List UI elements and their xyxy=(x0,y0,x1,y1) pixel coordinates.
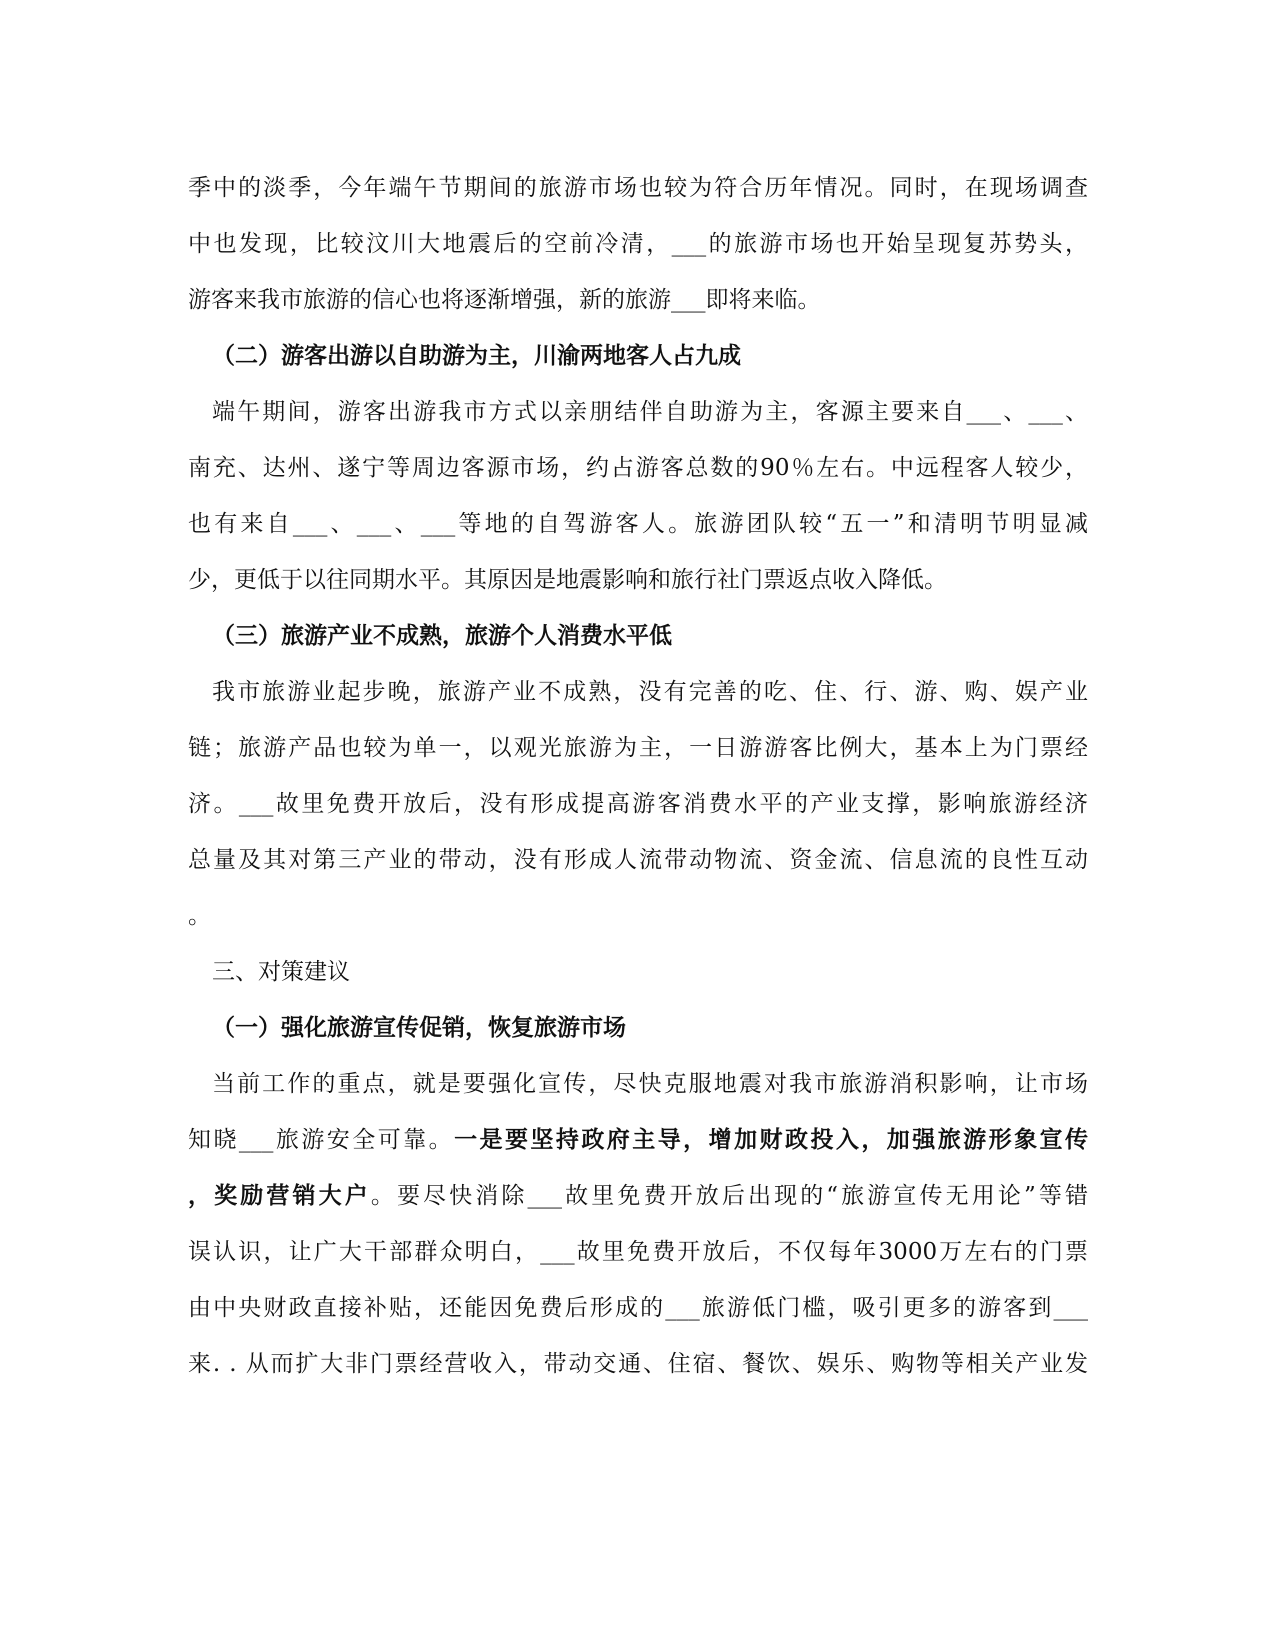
paragraph-line: 济。___故里免费开放后，没有形成提高游客消费水平的产业支撑，影响旅游经济 xyxy=(188,791,1088,817)
chapter-heading: 三、对策建议 xyxy=(212,959,350,985)
section-heading: （三）旅游产业不成熟，旅游个人消费水平低 xyxy=(212,623,672,649)
paragraph-line: 游客来我市旅游的信心也将逐渐增强，新的旅游___即将来临。 xyxy=(188,287,821,313)
paragraph-text: 。要尽快消除___故里免费开放后出现的“旅游宣传无用论”等错 xyxy=(370,1183,1088,1209)
emphasis-text: 一是要坚持政府主导，增加财政投入，加强旅游形象宣传 xyxy=(454,1127,1089,1153)
paragraph-line: 总量及其对第三产业的带动，没有形成人流带动物流、资金流、信息流的良性互动 xyxy=(188,847,1088,873)
emphasis-text: ，奖励营销大户 xyxy=(188,1183,371,1209)
paragraph-line: 链；旅游产品也较为单一，以观光旅游为主，一日游游客比例大，基本上为门票经 xyxy=(188,735,1088,761)
paragraph-line: 由中央财政直接补贴，还能因免费后形成的___旅游低门槛，吸引更多的游客到___ xyxy=(188,1295,1088,1321)
paragraph-line: 少，更低于以往同期水平。其原因是地震影响和旅行社门票返点收入降低。 xyxy=(188,567,947,593)
paragraph-line: 南充、达州、遂宁等周边客源市场，约占游客总数的90％左右。中远程客人较少， xyxy=(188,455,1088,481)
paragraph-line: 来. . 从而扩大非门票经营收入，带动交通、住宿、餐饮、娱乐、购物等相关产业发 xyxy=(188,1351,1088,1377)
paragraph-line: 误认识，让广大干部群众明白，___故里免费开放后，不仅每年3000万左右的门票 xyxy=(188,1239,1088,1265)
document-body xyxy=(188,160,1088,1392)
paragraph-line-mixed xyxy=(188,1168,1088,1224)
paragraph-line: 也有来自___、___、___等地的自驾游客人。旅游团队较“五一”和清明节明显减 xyxy=(188,511,1088,537)
paragraph-line: 当前工作的重点，就是要强化宣传，尽快克服地震对我市旅游消积影响，让市场 xyxy=(212,1071,1088,1097)
paragraph-line-mixed xyxy=(188,1112,1088,1168)
paragraph-line: 季中的淡季，今年端午节期间的旅游市场也较为符合历年情况。同时，在现场调查 xyxy=(188,175,1088,201)
paragraph-line: 我市旅游业起步晚，旅游产业不成熟，没有完善的吃、住、行、游、购、娱产业 xyxy=(212,679,1088,705)
section-heading: （一）强化旅游宣传促销，恢复旅游市场 xyxy=(212,1015,626,1041)
section-heading: （二）游客出游以自助游为主，川渝两地客人占九成 xyxy=(212,343,741,369)
paragraph-line: 端午期间，游客出游我市方式以亲朋结伴自助游为主，客源主要来自___、___、 xyxy=(212,399,1088,425)
paragraph-line: 中也发现，比较汶川大地震后的空前冷清，___的旅游市场也开始呈现复苏势头， xyxy=(188,231,1088,257)
paragraph-text: 知晓___旅游安全可靠。 xyxy=(188,1127,455,1153)
paragraph-line: 。 xyxy=(188,903,211,929)
